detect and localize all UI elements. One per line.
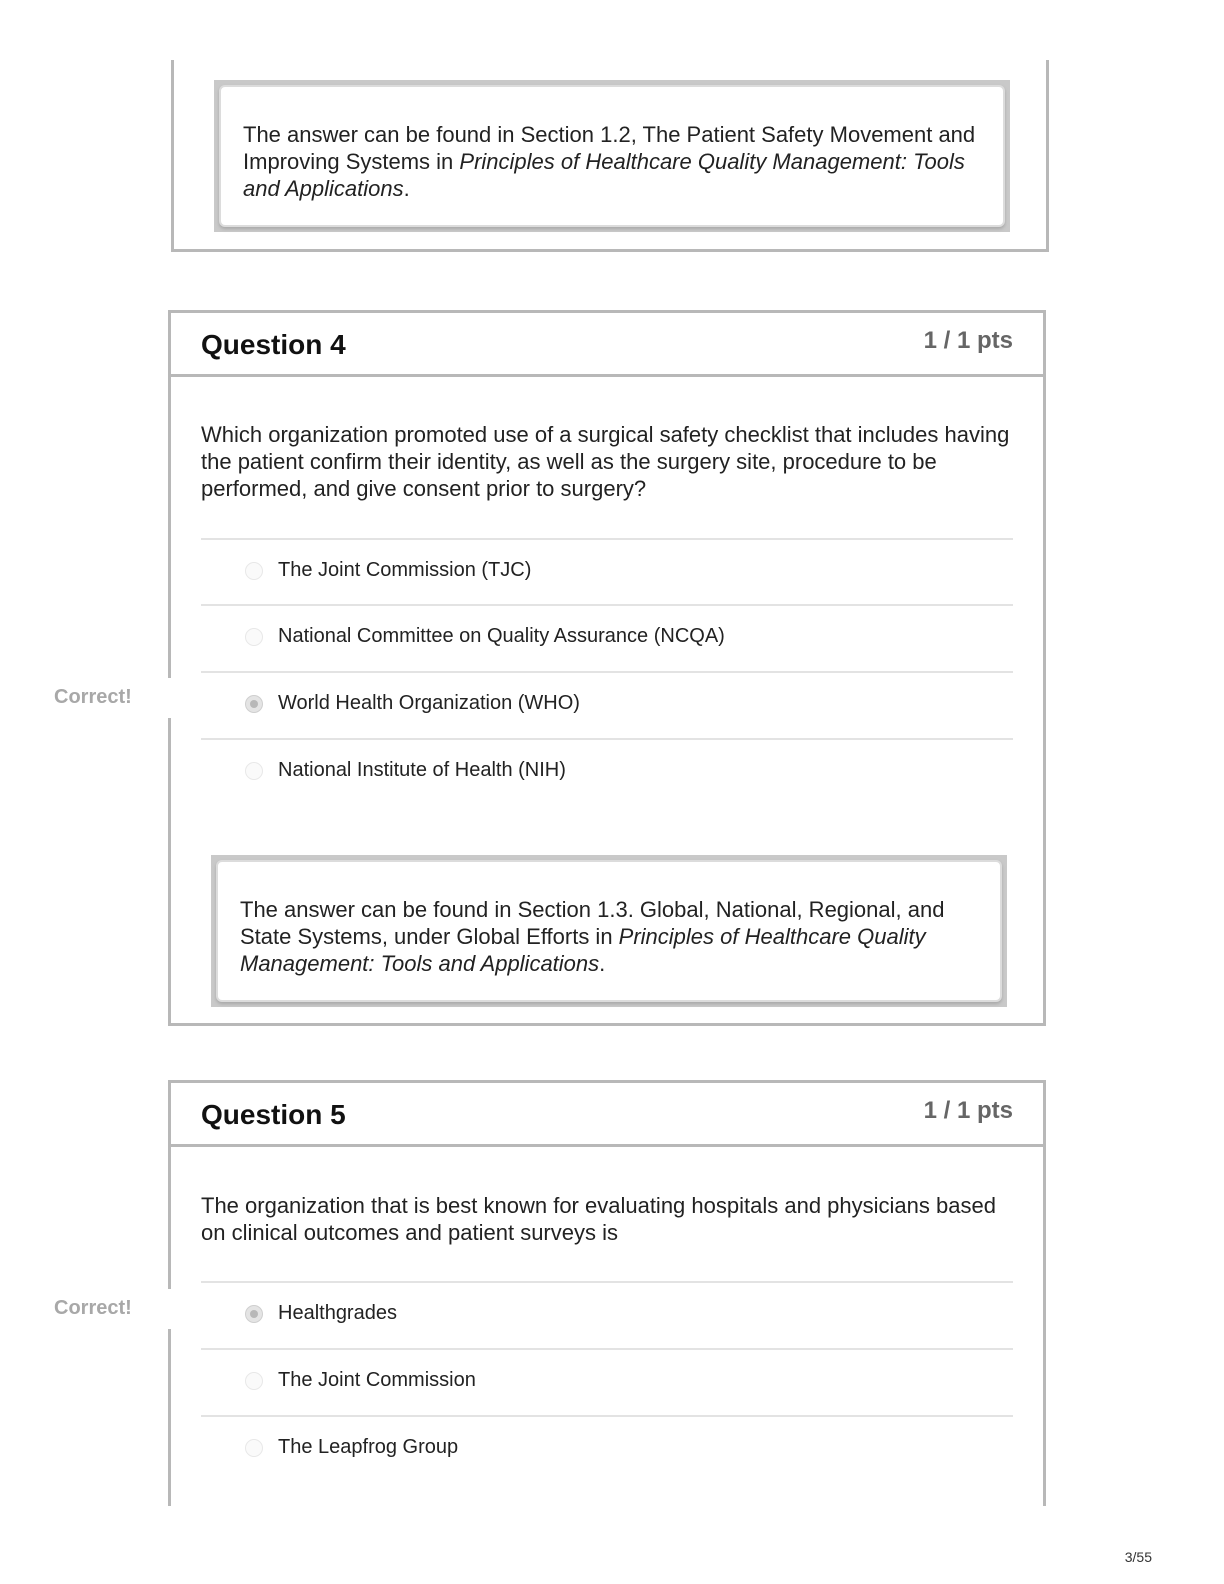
answer-option[interactable] [201,738,1013,804]
radio-button[interactable] [245,628,263,646]
radio-button-selected[interactable] [245,695,263,713]
answer-label: National Committee on Quality Assurance (NCQA) [278,625,725,647]
page-number: 3/55 [1124,1549,1152,1565]
border-gap [166,1289,174,1329]
previous-question-card [171,60,1049,252]
answer-option-selected[interactable] [201,671,1013,737]
radio-button[interactable] [245,1439,263,1457]
question-title: Question 4 [201,329,346,360]
answer-option[interactable] [201,538,1013,604]
answer-label: National Institute of Health (NIH) [278,759,566,781]
correct-indicator: Correct! [54,686,132,708]
answer-label: The Leapfrog Group [278,1436,459,1458]
answer-label: The Joint Commission [278,1369,476,1391]
answer-option[interactable] [201,604,1013,670]
answer-feedback-box [214,80,1010,232]
question-header [171,313,1043,377]
answer-option[interactable] [201,1348,1013,1414]
question-5-card [168,1080,1046,1506]
correct-indicator: Correct! [54,1297,132,1319]
answer-label: World Health Organization (WHO) [278,692,580,714]
answer-label: The Joint Commission (TJC) [278,559,532,581]
border-gap [166,678,174,718]
radio-button[interactable] [245,762,263,780]
answer-feedback-text: The answer can be found in Section 1.3. Global, National, Regional, and State Systems, under Global Efforts in Principles of Healthcare Quality Management: Tools and Applications. [216,860,1002,1002]
answer-label: Healthgrades [278,1302,397,1324]
question-points: 1 / 1 pts [923,327,1013,354]
radio-button[interactable] [245,562,263,580]
radio-button-selected[interactable] [245,1305,263,1323]
answer-option[interactable] [201,1415,1013,1481]
answer-feedback-text: The answer can be found in Section 1.2, The Patient Safety Movement and Improving Systems in Principles of Healthcare Quality Management: Tools and Applications. [219,85,1005,227]
question-points: 1 / 1 pts [923,1097,1013,1124]
answer-option-selected[interactable] [201,1281,1013,1347]
answer-feedback-box [211,855,1007,1007]
question-4-card [168,310,1046,1026]
radio-button[interactable] [245,1372,263,1390]
question-header [171,1083,1043,1147]
question-text: The organization that is best known for evaluating hospitals and physicians based on clinical outcomes and patient surveys is [201,1193,996,1245]
question-text: Which organization promoted use of a surgical safety checklist that includes having the patient confirm their identity, as well as the surgery site, procedure to be performed, and give consent prior to surgery? [201,422,1010,501]
question-title: Question 5 [201,1099,346,1130]
